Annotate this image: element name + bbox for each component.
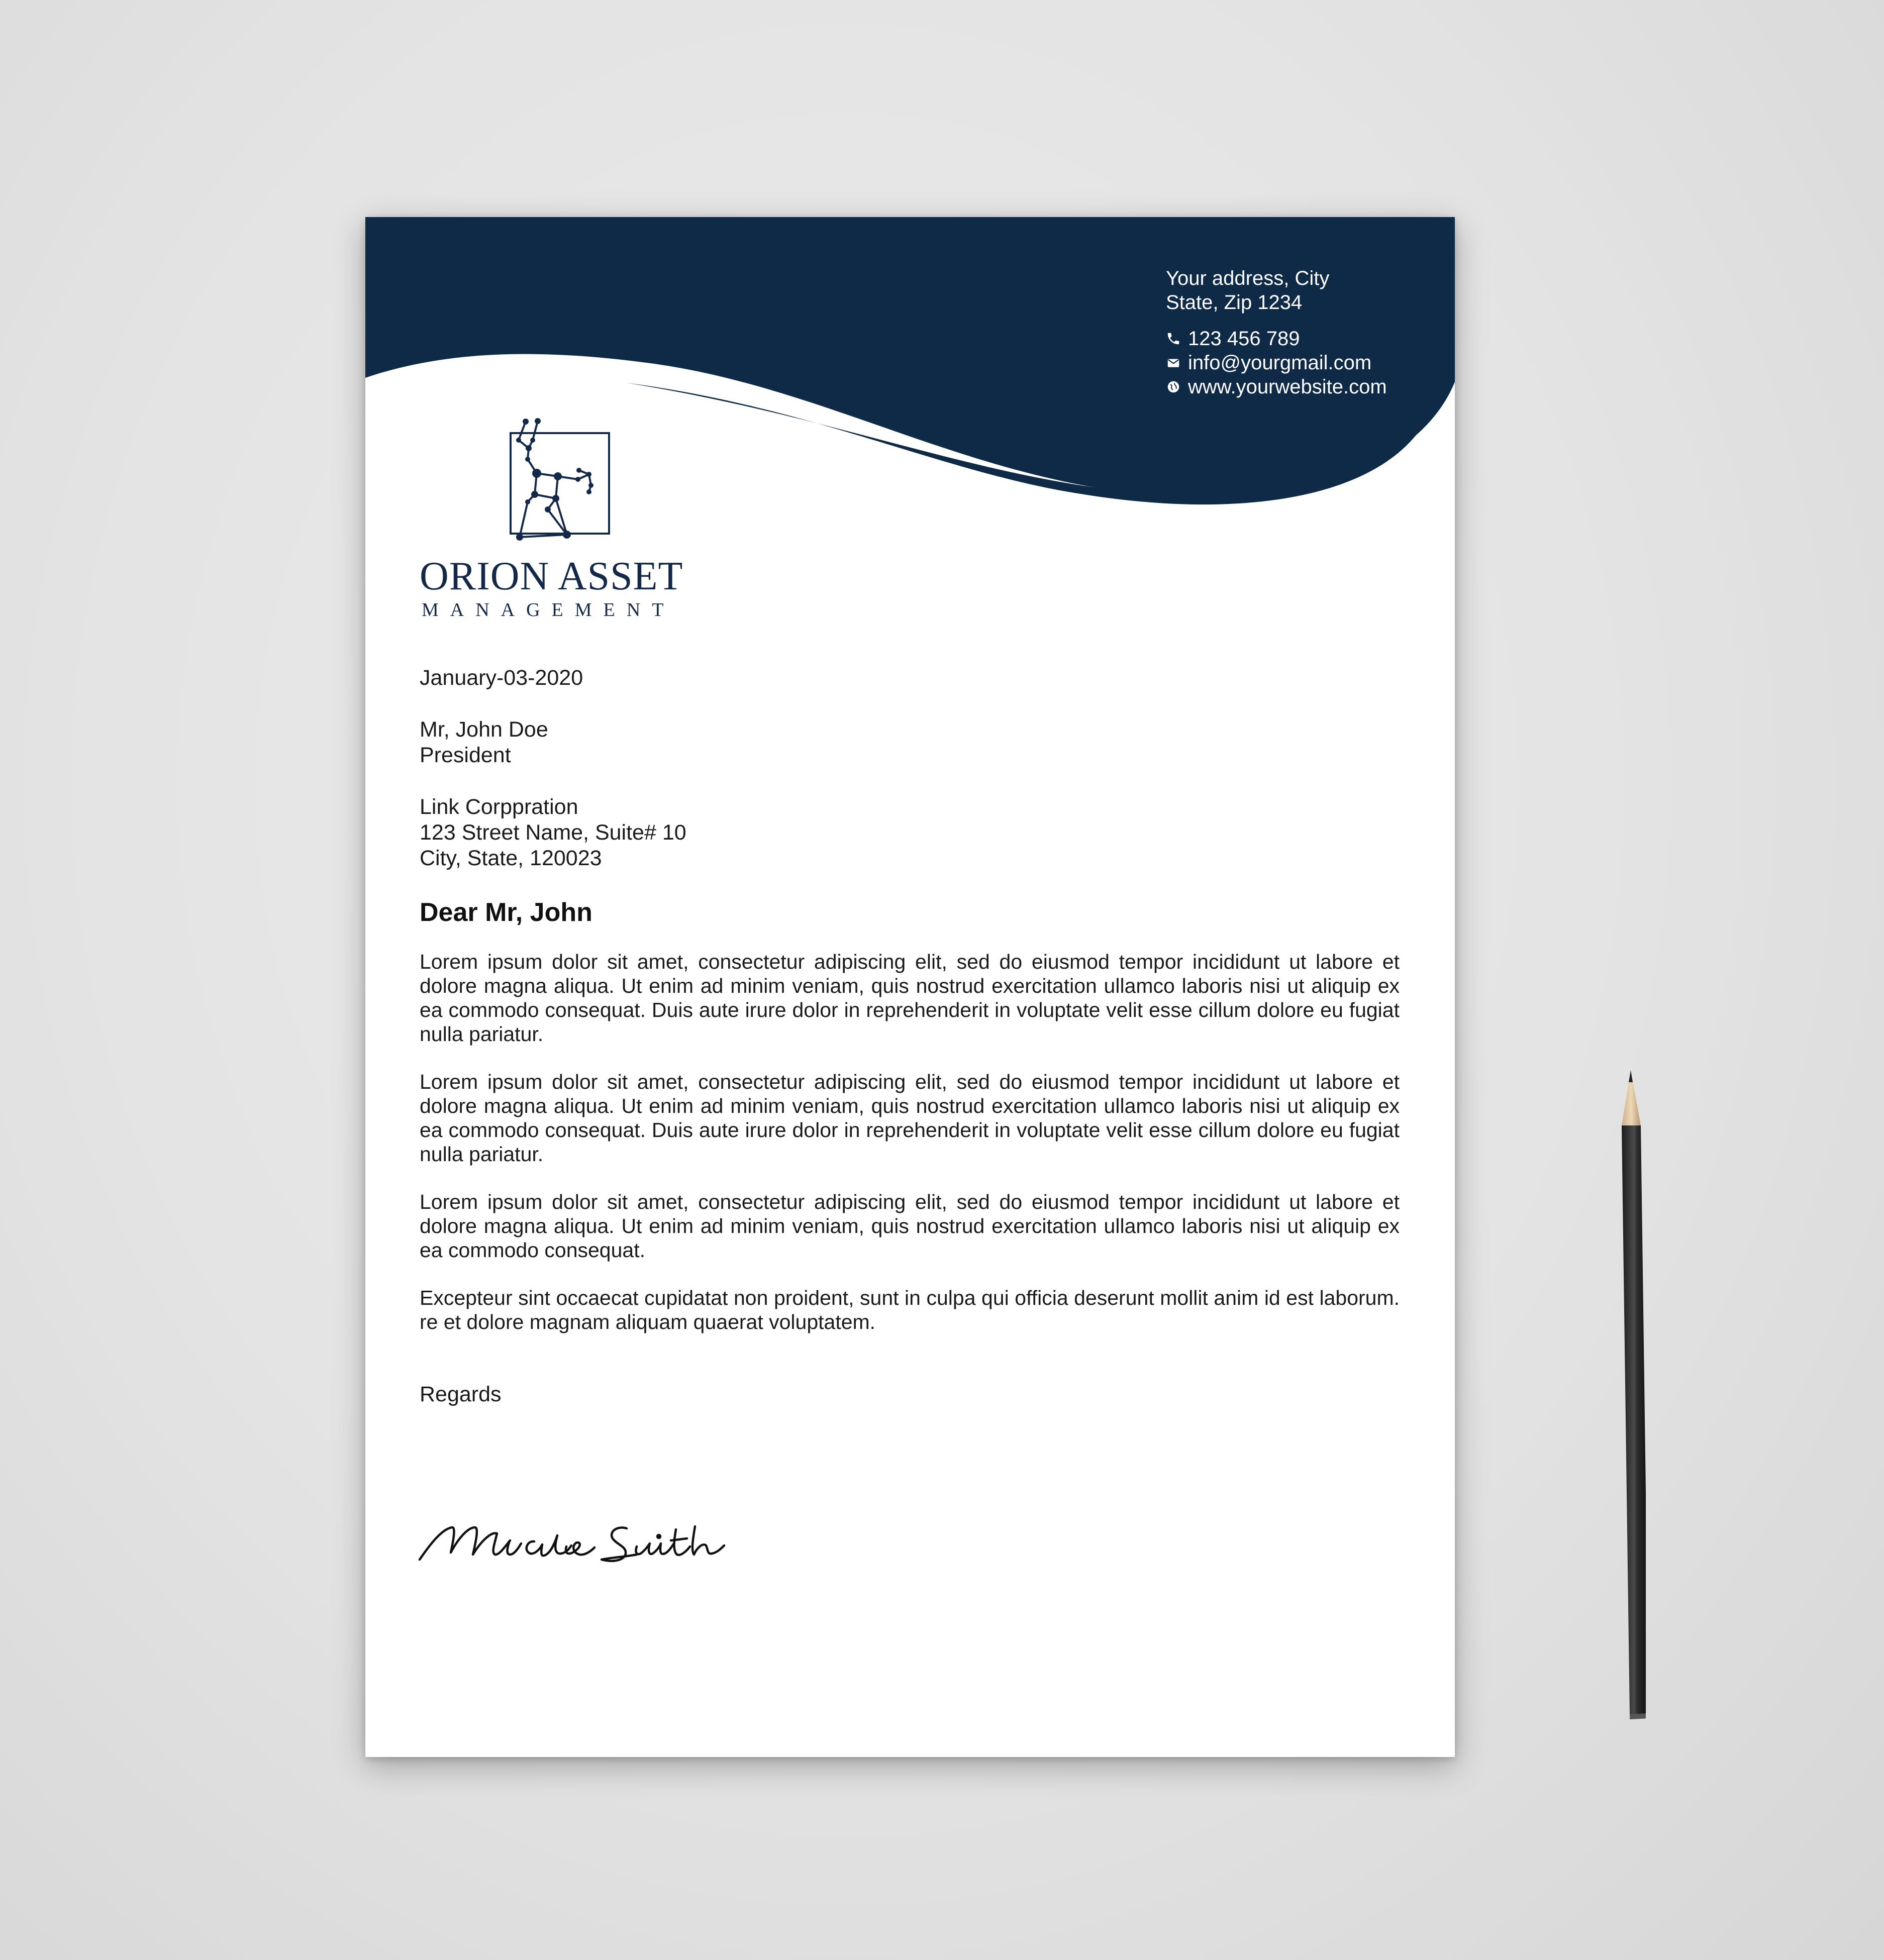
letterhead-sheet (365, 217, 1455, 1757)
contact-block (1166, 266, 1387, 399)
company-city: City, State, 120023 (420, 846, 602, 870)
letter-body (420, 665, 1400, 1407)
address-line-1: Your address, City (1166, 267, 1330, 289)
greeting: Dear Mr, John (420, 898, 592, 927)
website-row (1166, 375, 1387, 399)
pencil (1616, 1065, 1646, 1728)
email-address: info@yourgmail.com (1188, 352, 1372, 374)
phone-number: 123 456 789 (1188, 328, 1300, 350)
brand-subtitle: MANAGEMENT (422, 599, 675, 621)
company-name: Link Corppration (420, 795, 578, 819)
email-icon (1166, 355, 1181, 370)
recipient-block (420, 717, 1400, 768)
paragraph-4: Excepteur sint occaecat cupidatat non proident, sunt in culpa qui officia deserunt mollit anim id est laborum. re et dolore magnam aliquam quaerat voluptatem. (420, 1286, 1400, 1333)
website-url: www.yourwebsite.com (1188, 376, 1387, 398)
paragraph-2: Lorem ipsum dolor sit amet, consectetur adipiscing elit, sed do eiusmod tempor incididunt ut labore et dolore magna aliqua. Ut enim ad minim veniam, quis nostrud exercitation ullamco laboris nisi ut aliquip ex ea commodo consequat. Duis aute irure dolor in reprehenderit in voluptate velit esse cillum dolore eu fugiat nulla pariatur. (420, 1070, 1400, 1166)
phone-row (1166, 327, 1387, 351)
phone-icon (1166, 331, 1181, 346)
paragraph-1: Lorem ipsum dolor sit amet, consectetur adipiscing elit, sed do eiusmod tempor incididunt ut labore et dolore magna aliqua. Ut enim ad minim veniam, quis nostrud exercitation ullamco laboris nisi ut aliquip ex ea commodo consequat. Duis aute irure dolor in reprehenderit in voluptate velit esse cillum dolore eu fugiat nulla pariatur. (420, 950, 1400, 1046)
brand-name: ORION ASSET (420, 554, 683, 598)
closing: Regards (420, 1382, 502, 1406)
email-row (1166, 351, 1387, 375)
signature (416, 1498, 727, 1574)
company-address-block (420, 794, 1400, 871)
company-street: 123 Street Name, Suite# 10 (420, 820, 686, 845)
letter-date: January-03-2020 (420, 666, 583, 690)
address-line-2: State, Zip 1234 (1166, 291, 1303, 314)
recipient-title: President (420, 743, 511, 767)
constellation-logo-icon (504, 414, 624, 565)
recipient-name: Mr, John Doe (420, 717, 548, 742)
globe-icon (1166, 379, 1181, 394)
paragraph-3: Lorem ipsum dolor sit amet, consectetur adipiscing elit, sed do eiusmod tempor incididunt ut labore et dolore magna aliqua. Ut enim ad minim veniam, quis nostrud exercitation ullamco laboris nisi ut aliquip ex ea commodo consequat. (420, 1190, 1400, 1262)
